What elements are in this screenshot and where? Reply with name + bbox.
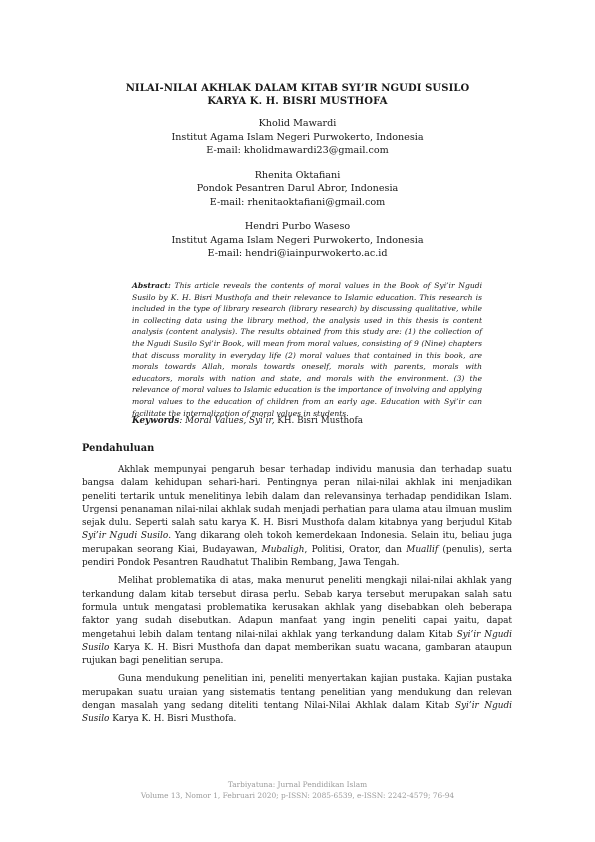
section-heading: Pendahuluan	[82, 443, 155, 454]
author-list	[80, 117, 515, 272]
author-block	[80, 220, 515, 261]
abstract-label: Abstract:	[132, 281, 171, 290]
keywords	[132, 415, 482, 427]
author-block	[80, 117, 515, 158]
journal-issue-info: Volume 13, Nomor 1, Februari 2020; p-ISSN: 2085-6539, e-ISSN: 2242-4579; 76-94	[140, 791, 455, 800]
text-run: Karya K. H. Bisri Musthofa dan dapat memberikan suatu wacana, gambaran ataupun rujukan bagi penelitian serupa.	[82, 642, 512, 667]
keywords-plain: KH. Bisri Musthofa	[274, 416, 363, 426]
italic-run: Syi’ir Ngudi Susilo	[82, 531, 169, 542]
author-email: E-mail: hendri@iainpurwokerto.ac.id	[207, 248, 388, 259]
author-affiliation: Pondok Pesantren Darul Abror, Indonesia	[196, 183, 399, 194]
author-email: E-mail: kholidmawardi23@gmail.com	[206, 145, 389, 156]
paragraph	[82, 673, 512, 726]
text-run: (penulis), serta pendiri Pondok Pesantren Raudhatut Thalibin Rembang, Jawa Tengah.	[82, 544, 512, 569]
paragraph	[82, 575, 512, 668]
italic-run: Mubaligh	[261, 544, 305, 555]
text-run: . Yang dikarang oleh tokoh kemerdekaan Indonesia. Selain itu, beliau juga merupakan seorang Kiai, Budayawan,	[82, 531, 513, 555]
title-line-2: KARYA K. H. BISRI MUSTHOFA	[207, 96, 388, 107]
author-block	[80, 169, 515, 210]
body-text	[82, 464, 512, 732]
paper-title	[80, 82, 515, 108]
author-affiliation: Institut Agama Islam Negeri Purwokerto, Indonesia	[171, 234, 424, 246]
text-run: , Politisi, Orator, dan	[304, 544, 407, 555]
page-footer	[80, 779, 515, 801]
author-affiliation: Institut Agama Islam Negeri Purwokerto, Indonesia	[171, 131, 424, 143]
italic-run: Muallif	[406, 544, 439, 555]
text-run: Guna mendukung penelitian ini, peneliti menyertakan kajian pustaka. Kajian pustaka merupakan suatu uraian yang sistematis tentang penelitian yang mendukung dan relevan dengan masalah yang sedang diteliti tentang Nilai-Nilai Akhlak dalam Kitab	[82, 674, 512, 712]
author-name: Rhenita Oktafiani	[254, 169, 341, 181]
keywords-label: Keywords	[132, 416, 180, 426]
author-email: E-mail: rhenitaoktafiani@gmail.com	[209, 196, 386, 208]
italic-run: Syi’ir Ngudi Susilo	[82, 629, 512, 653]
paragraph	[82, 464, 512, 570]
italic-run: Syi’ir Ngudi Susilo	[82, 701, 512, 725]
author-name: Kholid Mawardi	[258, 118, 337, 129]
abstract	[132, 280, 482, 419]
journal-name: Tarbiyatuna: Jurnal Pendidikan Islam	[227, 780, 368, 789]
author-name: Hendri Purbo Waseso	[244, 221, 351, 232]
title-line-1: NILAI-NILAI AKHLAK DALAM KITAB SYI’IR NGUDI SUSILO	[125, 83, 470, 94]
text-run: Karya K. H. Bisri Musthofa.	[109, 714, 237, 725]
keywords-italic: : Moral Values, Syi’ir,	[179, 416, 275, 426]
text-run: Akhlak mempunyai pengaruh besar terhadap individu manusia dan terhadap suatu bangsa dalam kehidupan sehari-hari. Pentingnya peran nilai-nilai akhlak ini menjadikan peneliti tertarik untuk menelitinya lebih dalam dan relevansinya terhadap pendidikan Islam. Urgensi penanaman nilai-nilai akhlak sudah menjadi perhatian para ulama atau ilmuan muslim sejak dulu. Seperti salah satu karya K. H. Bisri Musthofa dalam kitabnya yang berjudul Kitab	[82, 465, 512, 529]
text-run: Melihat problematika di atas, maka menurut peneliti mengkaji nilai-nilai akhlak yang terkandung dalam kitab tersebut dirasa perlu. Sebab karya tersebut merupakan salah satu formula untuk mengatasi problematika kerusakan akhlak yang disebabkan oleh beberapa faktor yang sudah disebutkan. Adapun manfaat yang ingin peneliti capai yaitu, dapat mengetahui lebih dalam tentang nilai-nilai akhlak yang terkandung dalam Kitab	[82, 576, 512, 640]
abstract-text: This article reveals the contents of moral values in the Book of Syi’ir Ngudi Susilo by K. H. Bisri Musthofa and their relevance to Islamic education. This research is included in the type of library research (library research) by discussing qualitative, while in collecting data using the library method, the analysis used in this thesis is content analysis (content analysis). The results obtained from this study are: (1) the collection of the Ngudi Susilo Syi’ir Book, will mean from moral values, consisting of 9 (Nine) chapters that discuss morality in everyday life (2) moral values that contained in this book, are morals towards Allah, morals towards oneself, morals with parents, morals with educators, morals with nation and state, and morals with the environment. (3) the relevance of moral values to Islamic education is the importance of involving and applying moral values to the education of children from an early age. Education with Syi’ir can facilitate the internalization of moral values in students.	[132, 281, 482, 418]
